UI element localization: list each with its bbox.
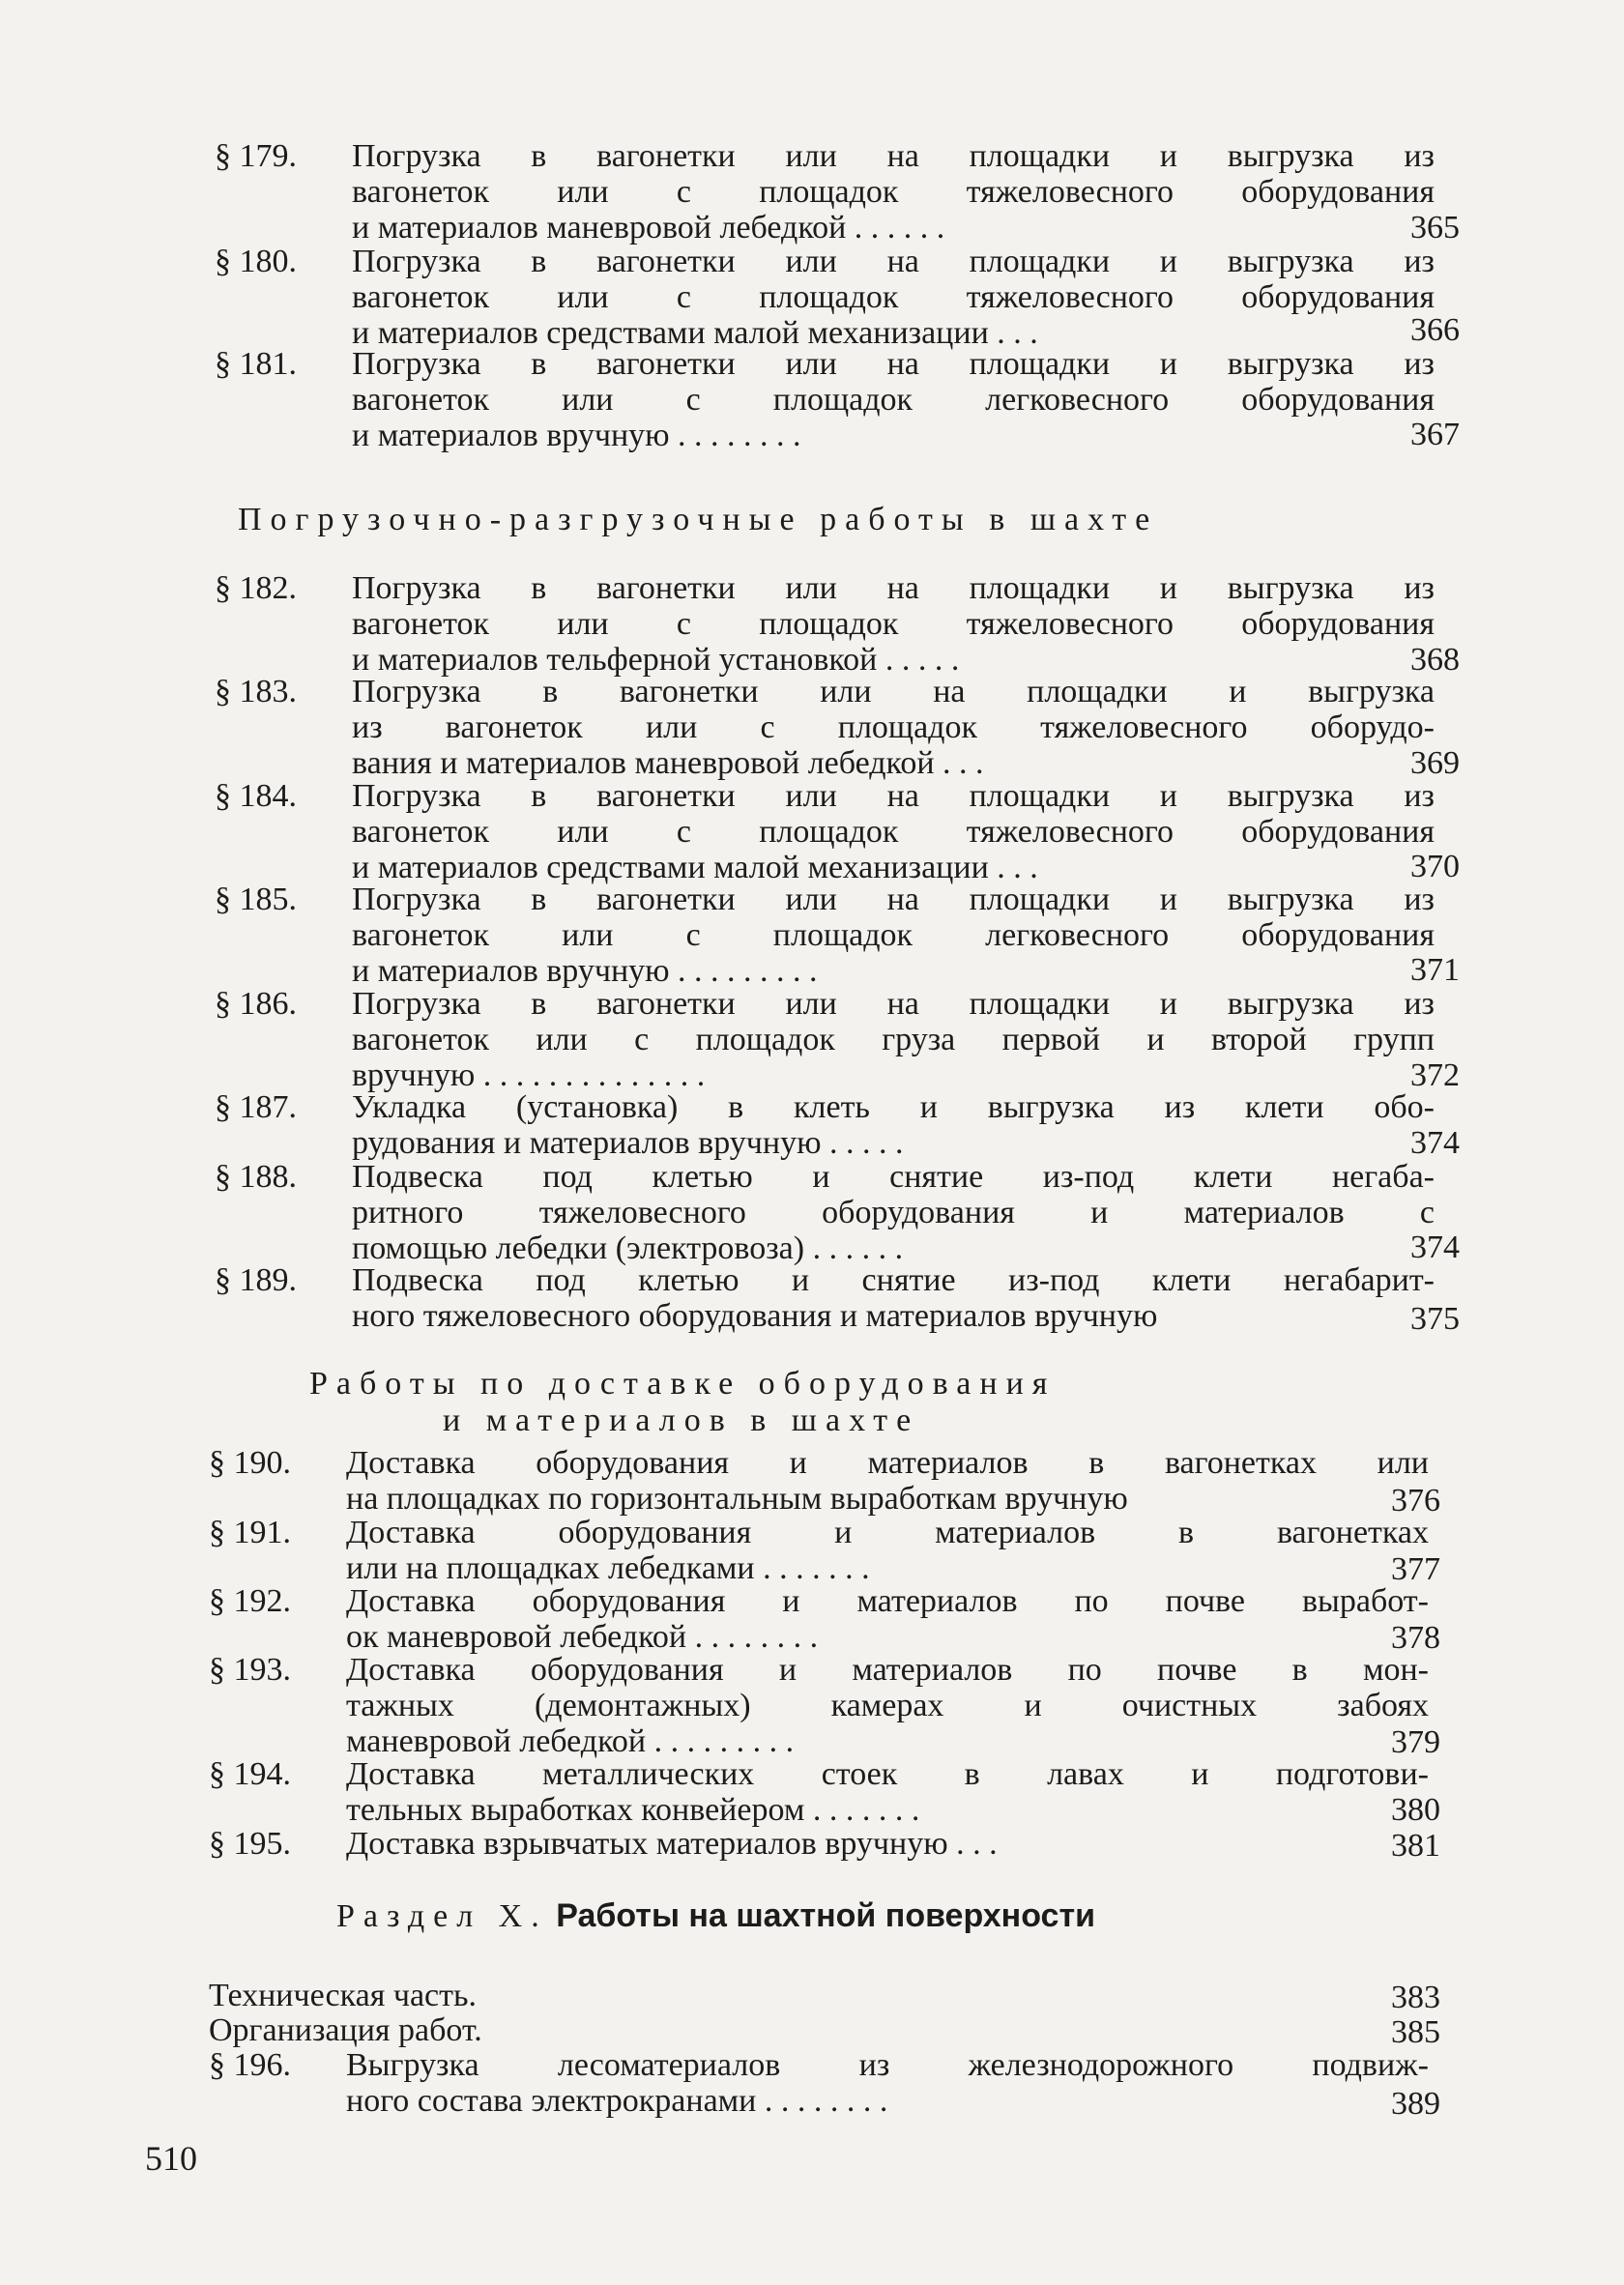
entry-number: § 185. bbox=[215, 882, 297, 917]
entry-page: 374 bbox=[1410, 1229, 1460, 1265]
razdel-title: Работы на шахтной поверхности bbox=[556, 1897, 1095, 1934]
entry-page: 385 bbox=[1391, 2014, 1440, 2050]
entry-page: 376 bbox=[1391, 1483, 1440, 1519]
entry-number: § 189. bbox=[215, 1262, 297, 1298]
entry-number: § 182. bbox=[215, 570, 297, 606]
entry-page: 389 bbox=[1391, 2086, 1440, 2122]
entry-title: Погрузка в вагонетки или на площадки и выгрузка из вагонеток или с площадок легковесного оборудования и материалов вручную . . . . . . . . bbox=[352, 346, 1435, 453]
razdel-label: Раздел X. bbox=[336, 1898, 548, 1934]
entry-title: Погрузка в вагонетки или на площадки и выгрузка из вагонеток или с площадок груза первой и второй групп вручную . . . . . . . . . . . . . . bbox=[352, 986, 1435, 1093]
tail-entry-technical: Техническая часть. bbox=[209, 1978, 478, 2013]
toc-entry-195 bbox=[209, 1826, 1311, 1862]
entry-number: § 191. bbox=[209, 1515, 291, 1550]
entry-number: § 193. bbox=[209, 1652, 291, 1688]
page-number: 510 bbox=[145, 2139, 197, 2178]
entry-number: § 180. bbox=[215, 244, 297, 279]
entry-page: 372 bbox=[1410, 1057, 1460, 1093]
entry-page: 365 bbox=[1410, 210, 1460, 246]
entry-title: Погрузка в вагонетки или на площадки и выгрузка из вагонеток или с площадок тяжеловесного оборудования и материалов маневровой лебедкой . . . . . . bbox=[352, 138, 1435, 246]
entry-title: Укладка (установка) в клеть и выгрузка из клети обо- рудования и материалов вручную . . . . . bbox=[352, 1089, 1435, 1161]
toc-entry-189 bbox=[215, 1262, 1435, 1334]
section-heading-line2: и материалов в шахте bbox=[443, 1403, 920, 1438]
entry-title: Подвеска под клетью и снятие из-под клети негабарит- ного тяжеловесного оборудования и материалов вручную bbox=[352, 1262, 1435, 1334]
section-heading: Работы по доставке оборудования bbox=[309, 1366, 1057, 1402]
entry-page: 375 bbox=[1410, 1301, 1460, 1337]
entry-number: § 187. bbox=[215, 1089, 297, 1125]
entry-title: Погрузка в вагонетки или на площадки и выгрузка из вагонеток или с площадок легковесного оборудования и материалов вручную . . . . . . . . . bbox=[352, 882, 1435, 989]
entry-number: § 183. bbox=[215, 674, 297, 709]
entry-title: Выгрузка лесоматериалов из железнодорожного подвиж- ного состава электрокранами . . . . . . . . bbox=[346, 2047, 1429, 2119]
entry-title: Погрузка в вагонетки или на площадки и выгрузка из вагонеток или с площадок тяжеловесного оборудо- вания и материалов маневровой лебедкой . . . bbox=[352, 674, 1435, 781]
entry-number: § 188. bbox=[215, 1159, 297, 1195]
entry-page: 368 bbox=[1410, 642, 1460, 678]
entry-number: § 179. bbox=[215, 138, 297, 174]
entry-page: 377 bbox=[1391, 1551, 1440, 1587]
entry-title: Подвеска под клетью и снятие из-под клети негаба- ритного тяжеловесного оборудования и материалов с помощью лебедки (электровоза) . . . . . . bbox=[352, 1159, 1435, 1266]
entry-number: § 184. bbox=[215, 778, 297, 814]
entry-title: Погрузка в вагонетки или на площадки и выгрузка из вагонеток или с площадок тяжеловесного оборудования и материалов тельферной установкой . . . . . bbox=[352, 570, 1435, 678]
entry-number: § 194. bbox=[209, 1756, 291, 1792]
entry-number: § 186. bbox=[215, 986, 297, 1022]
entry-page: 367 bbox=[1410, 417, 1460, 452]
entry-title: Погрузка в вагонетки или на площадки и выгрузка из вагонеток или с площадок тяжеловесного оборудования и материалов средствами малой механизации . . . bbox=[352, 244, 1435, 351]
entry-number: § 195. bbox=[209, 1826, 291, 1862]
razdel-heading bbox=[336, 1896, 1095, 1936]
tail-entry-organization: Организация работ. bbox=[209, 2012, 482, 2048]
entry-number: § 190. bbox=[209, 1445, 291, 1481]
entry-page: 370 bbox=[1410, 849, 1460, 884]
entry-page: 380 bbox=[1391, 1792, 1440, 1828]
entry-number: § 181. bbox=[215, 346, 297, 382]
entry-title: Доставка оборудования и материалов в вагонетках или на площадках лебедками . . . . . . . bbox=[346, 1515, 1429, 1586]
entry-page: 379 bbox=[1391, 1724, 1440, 1760]
entry-page: 371 bbox=[1410, 952, 1460, 988]
entry-title: Погрузка в вагонетки или на площадки и выгрузка из вагонеток или с площадок тяжеловесного оборудования и материалов средствами малой механизации . . . bbox=[352, 778, 1435, 885]
entry-page: 378 bbox=[1391, 1620, 1440, 1656]
entry-page: 374 bbox=[1410, 1125, 1460, 1161]
entry-page: 383 bbox=[1391, 1980, 1440, 2015]
entry-page: 369 bbox=[1410, 745, 1460, 781]
entry-title: Доставка взрывчатых материалов вручную . . . bbox=[346, 1826, 998, 1862]
section-heading: Погрузочно-разгрузочные работы в шахте bbox=[238, 502, 1159, 537]
entry-number: § 196. bbox=[209, 2047, 291, 2083]
entry-title: Доставка оборудования и материалов по почве выработ- ок маневровой лебедкой . . . . . . . . bbox=[346, 1583, 1429, 1655]
entry-title: Доставка оборудования и материалов в вагонетках или на площадках по горизонтальным выработкам вручную bbox=[346, 1445, 1429, 1517]
entry-title: Доставка металлических стоек в лавах и подготови- тельных выработках конвейером . . . . . . . bbox=[346, 1756, 1429, 1828]
entry-number: § 192. bbox=[209, 1583, 291, 1619]
entry-title: Доставка оборудования и материалов по почве в мон- тажных (демонтажных) камерах и очистных забоях маневровой лебедкой . . . . . . . . . bbox=[346, 1652, 1429, 1759]
entry-page: 366 bbox=[1410, 312, 1460, 348]
entry-page: 381 bbox=[1391, 1828, 1440, 1864]
